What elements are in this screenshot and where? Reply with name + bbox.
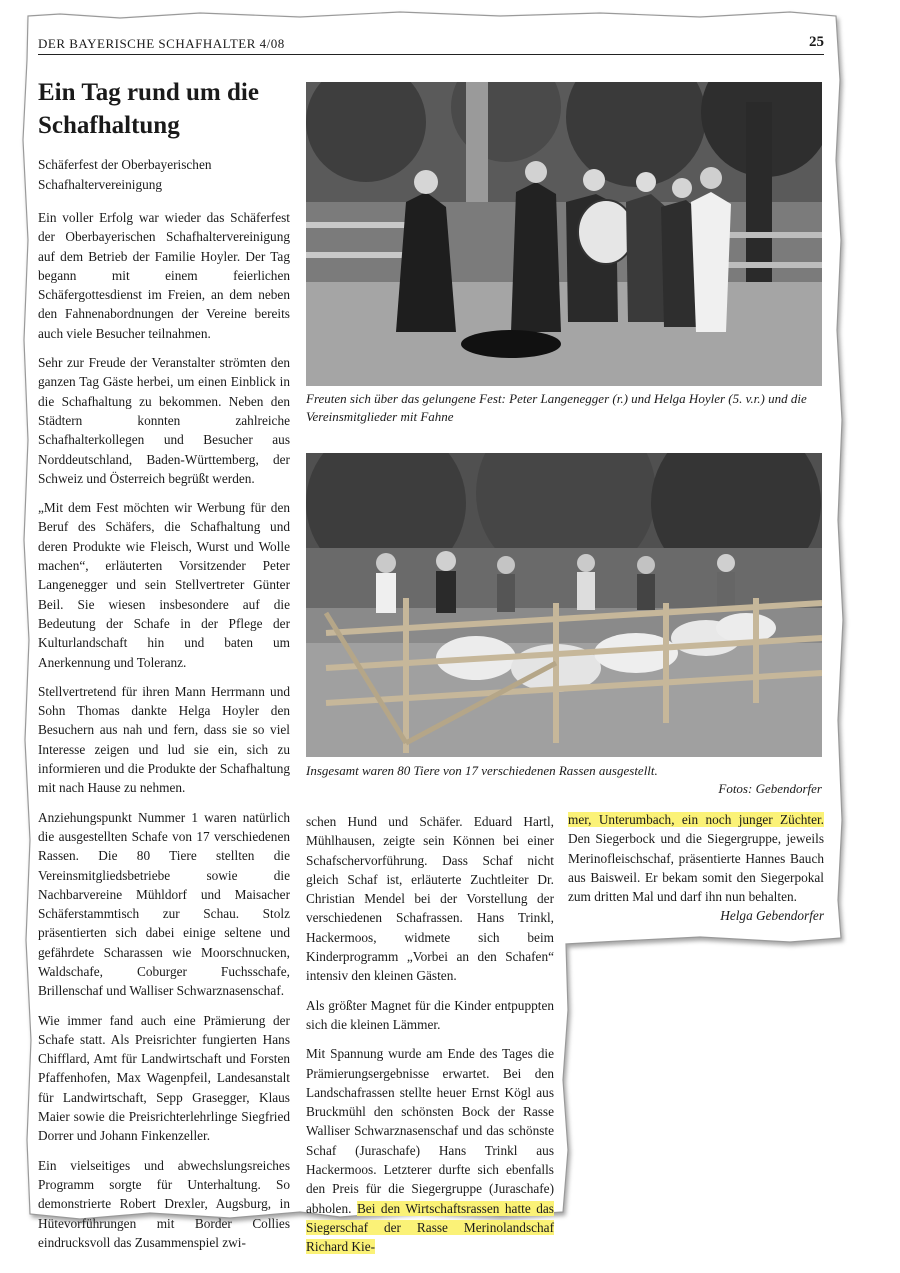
page-number: 25 <box>809 34 824 50</box>
paragraph: Sehr zur Freude der Veranstalter strömten den ganzen Tag Gäste herbei, um einen Einblick in die Schafhaltung zu bekommen. Neben den Städtern konnten zahlreiche Schafhalterkollegen und Besucher aus Norddeutschland, Baden-Württemberg, der Schweiz und Österreich begrüßt werden. <box>38 355 290 486</box>
paragraph: Anziehungspunkt Nummer 1 waren natürlich die ausgestellten Schafe von 17 verschiedenen Rassen. Die 80 Tiere stellten die Vereinsmitgliedsbetriebe sowie die Nachbarvereine Mühldorf und Maisacher Schäferstammtisch zur Schau. Stolz präsentierten sich dabei einige seltene und gefährdete Scharassen wie Moorschnucken, Waldschafe, Coburger Fuchsschafe, Brillenschaf und Walliser Schwarznasenschaf. <box>38 809 290 999</box>
column-2 <box>306 812 554 1267</box>
paragraph: „Mit dem Fest möchten wir Werbung für den Beruf des Schäfers, die Schafhaltung und deren Produkte wie Fleisch, Wurst und Wolle machen“, erläuterten Vorsitzender Peter Langenegger und sein Stellvertreter Günter Beil. Sie wiesen insbesondere auf die Bedeutung der Schafe in der Pflege der Kulturlandschaft hin und baten um Anerkennung und Toleranz. <box>38 500 290 670</box>
paragraph-text: Mit Spannung wurde am Ende des Tages die Prämierungsergebnisse erwartet. Bei den Landschafrassen stellte heuer Ernst Kögl aus Bruckmühl den schönsten Bock der Rasse Walliser Schwarznasenschaf und das schönste Schaf (Juraschafe) Hans Trinkl aus Hackermoos. Letzterer durfte sich ebenfalls den Preis für die Siegergruppe (Juraschafe) abholen. <box>306 1046 554 1216</box>
photo-group-with-flag <box>306 82 822 386</box>
paragraph-text: Den Siegerbock und die Siegergruppe, jeweils Merinofleischschaf, präsentierte Hannes Bauch aus Baisweil. Er bekam somit den Siegerpokal zum dritten Mal und darf ihn nun behalten. <box>568 831 824 905</box>
article-subtitle: Schäferfest der Oberbayerischen Schafhaltervereinigung <box>38 157 212 192</box>
title-line-1: Ein Tag rund um die <box>38 79 259 106</box>
paragraph: Ein voller Erfolg war wieder das Schäferfest der Oberbayerischen Schafhaltervereinigung auf dem Betrieb der Familie Hoyler. Der Tag begann mit einem feierlichen Schäfergottesdienst im Freien, an dem neben den Fahnenabordnungen der Vereine bereits auch viele Besucher teilnahmen. <box>38 210 290 341</box>
photo-1-caption: Freuten sich über das gelungene Fest: Peter Langenegger (r.) und Helga Hoyler (5. v.r.) und die Vereinsmitglieder mit Fahne <box>306 391 807 424</box>
page-header <box>38 34 824 55</box>
column-3 <box>568 810 824 926</box>
article-title <box>38 76 298 142</box>
paragraph <box>568 810 824 906</box>
highlighted-text: Bei den Wirtschaftsrassen hatte das Siegerschaf der Rasse Merinolandschaf Richard Kie- <box>306 1200 554 1255</box>
publication-name: DER BAYERISCHE SCHAFHALTER 4/08 <box>38 36 285 51</box>
paragraph: Als größter Magnet für die Kinder entpuppten sich die kleinen Lämmer. <box>306 997 554 1032</box>
paragraph: Ein vielseitiges und abwechslungsreiches Programm sorgte für Unterhaltung. So demonstrierte Robert Drexler, Augsburg, in Hütevorführungen mit Border Collies eindrucksvoll das Zusammenspiel zwi- <box>38 1157 290 1250</box>
paragraph: Wie immer fand auch eine Prämierung der Schafe statt. Als Preisrichter fungierten Hans Chifflard, Amt für Landwirtschaft und Forsten Pfaffenhofen, Max Wagenpfeil, Landesanstalt für Landwirtschaft, Sepp Grasegger, Klaus Maier sowie die Preisrichterlehrlinge Siegfried Dorrer und Johann Finkenzeller. <box>38 1012 290 1144</box>
paragraph <box>306 1044 554 1256</box>
paragraph: schen Hund und Schäfer. Eduard Hartl, Mühlhausen, zeigte sein Können bei einer Schafschervorführung. Dass Schaf nicht gleich Schaf ist, erläuterte Zuchtleiter Dr. Christian Mendel bei der Vorstellung der verschiedenen Schafrassen. Hans Trinkl, Hackermoos, widmete sich beim Kinderprogramm „Vorbei an den Schafen“ intensiv den kleinen Gästen. <box>306 814 554 984</box>
photo-credit: Fotos: Gebendorfer <box>718 781 822 796</box>
paragraph: Stellvertretend für ihren Mann Herrmann und Sohn Thomas dankte Helga Hoyler den Besuchern aus nah und fern, dass sie so viel Interesse zeigen und lud sie ein, sich zu informieren und die Produkte der Schafhaltung mit nach Hause zu nehmen. <box>38 683 290 796</box>
column-1 <box>38 208 290 1262</box>
title-line-2: Schafhaltung <box>38 112 180 139</box>
author-signature: Helga Gebendorfer <box>720 908 824 924</box>
photo-2-caption: Insgesamt waren 80 Tiere von 17 verschiedenen Rassen ausgestellt. <box>306 763 658 778</box>
highlighted-text: mer, Unterumbach, ein noch junger Züchter. <box>568 812 824 827</box>
photo-sheep-pens <box>306 453 822 757</box>
